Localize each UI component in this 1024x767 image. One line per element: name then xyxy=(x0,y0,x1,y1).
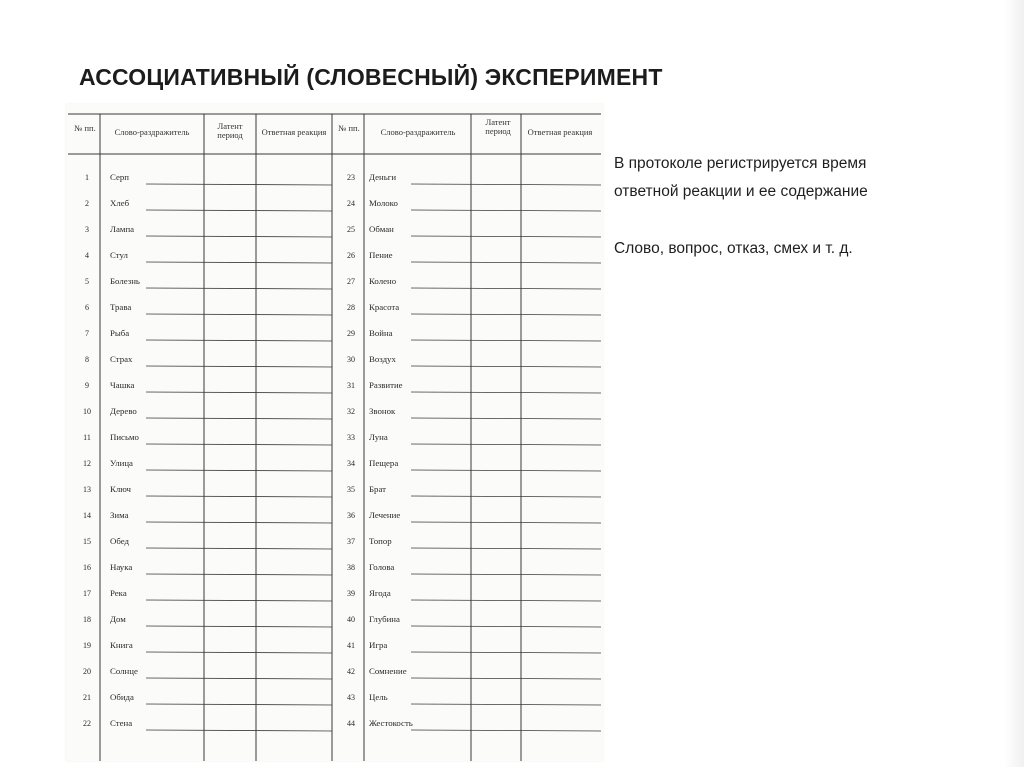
right-row-number: 29 xyxy=(347,329,355,338)
right-answer-line xyxy=(411,184,601,185)
response-examples: Слово, вопрос, отказ, смех и т. д. xyxy=(614,240,853,257)
left-stimulus-word: Обида xyxy=(110,692,134,702)
left-answer-line xyxy=(146,522,332,523)
left-row-number: 22 xyxy=(83,719,91,728)
left-row-number: 12 xyxy=(83,459,91,468)
left-row-number: 8 xyxy=(85,355,89,364)
right-stimulus-word: Пещера xyxy=(369,458,399,468)
right-answer-line xyxy=(411,652,601,653)
right-answer-line xyxy=(411,704,601,705)
right-stimulus-word: Развитие xyxy=(369,380,403,390)
left-stimulus-word: Зима xyxy=(110,510,129,520)
left-stimulus-word: Хлеб xyxy=(110,198,130,208)
right-stimulus-word: Луна xyxy=(369,432,388,442)
right-row-number: 30 xyxy=(347,355,355,364)
right-row-number: 38 xyxy=(347,563,355,572)
left-answer-line xyxy=(146,184,332,185)
left-answer-line xyxy=(146,262,332,263)
right-row-number: 34 xyxy=(347,459,355,468)
right-stimulus-word: Лечение xyxy=(369,510,401,520)
right-stimulus-word: Звонок xyxy=(369,406,396,416)
protocol-note-line-2: ответной реакции и ее содержание xyxy=(614,183,868,200)
right-row-number: 37 xyxy=(347,537,355,546)
right-header-response: Ответная реакция xyxy=(527,127,593,137)
right-answer-line xyxy=(411,340,601,341)
right-row-number: 27 xyxy=(347,277,355,286)
left-row-number: 16 xyxy=(83,563,91,572)
right-answer-line xyxy=(411,626,601,627)
left-stimulus-word: Наука xyxy=(110,562,133,572)
left-answer-line xyxy=(146,470,332,471)
left-stimulus-word: Ключ xyxy=(110,484,131,494)
right-stimulus-word: Глубина xyxy=(369,614,400,624)
right-row-number: 26 xyxy=(347,251,355,260)
left-row-number: 9 xyxy=(85,381,89,390)
left-answer-line xyxy=(146,392,332,393)
right-row-number: 28 xyxy=(347,303,355,312)
left-stimulus-word: Стул xyxy=(110,250,128,260)
left-answer-line xyxy=(146,418,332,419)
right-row-number: 40 xyxy=(347,615,355,624)
left-stimulus-word: Улица xyxy=(110,458,133,468)
left-row-number: 15 xyxy=(83,537,91,546)
right-stimulus-word: Топор xyxy=(369,536,392,546)
right-answer-line xyxy=(411,236,601,237)
right-header-latent: Латент период xyxy=(485,117,511,136)
left-row-number: 14 xyxy=(83,511,91,520)
left-row-number: 21 xyxy=(83,693,91,702)
left-header-num: № пп. xyxy=(74,123,96,133)
left-answer-line xyxy=(146,678,332,679)
left-header-response: Ответная реакция xyxy=(261,127,327,137)
right-stimulus-word: Деньги xyxy=(369,172,397,182)
right-stimulus-word: Сомнение xyxy=(369,666,407,676)
left-row-number: 3 xyxy=(85,225,89,234)
left-answer-line xyxy=(146,314,332,315)
left-row-number: 20 xyxy=(83,667,91,676)
right-answer-line xyxy=(411,574,601,575)
right-answer-line xyxy=(411,444,601,445)
right-answer-line xyxy=(411,262,601,263)
right-stimulus-word: Жестокость xyxy=(369,718,413,728)
right-row-number: 42 xyxy=(347,667,355,676)
left-row-number: 2 xyxy=(85,199,89,208)
left-row-number: 19 xyxy=(83,641,91,650)
right-answer-line xyxy=(411,314,601,315)
protocol-note-line-1: В протоколе регистрируется время xyxy=(614,155,867,172)
right-stimulus-word: Игра xyxy=(369,640,388,650)
left-row-number: 5 xyxy=(85,277,89,286)
left-answer-line xyxy=(146,730,332,731)
left-answer-line xyxy=(146,366,332,367)
right-answer-line xyxy=(411,210,601,211)
right-row-number: 43 xyxy=(347,693,355,702)
left-stimulus-word: Дерево xyxy=(110,406,137,416)
left-row-number: 6 xyxy=(85,303,89,312)
right-answer-line xyxy=(411,288,601,289)
right-row-number: 39 xyxy=(347,589,355,598)
left-answer-line xyxy=(146,496,332,497)
right-answer-line xyxy=(411,730,601,731)
left-stimulus-word: Трава xyxy=(110,302,132,312)
right-header-num: № пп. xyxy=(338,123,360,133)
left-stimulus-word: Чашка xyxy=(110,380,135,390)
right-stimulus-word: Молоко xyxy=(369,198,398,208)
left-stimulus-word: Река xyxy=(110,588,127,598)
right-answer-line xyxy=(411,548,601,549)
left-row-number: 7 xyxy=(85,329,89,338)
right-answer-line xyxy=(411,366,601,367)
right-stimulus-word: Колено xyxy=(369,276,397,286)
left-row-number: 11 xyxy=(83,433,91,442)
right-stimulus-word: Пение xyxy=(369,250,393,260)
right-row-number: 25 xyxy=(347,225,355,234)
right-stimulus-word: Цель xyxy=(369,692,388,702)
left-stimulus-word: Обед xyxy=(110,536,129,546)
right-row-number: 35 xyxy=(347,485,355,494)
right-stimulus-word: Брат xyxy=(369,484,386,494)
left-answer-line xyxy=(146,340,332,341)
right-header-word: Слово-раздражитель xyxy=(380,127,456,137)
left-answer-line xyxy=(146,704,332,705)
left-answer-line xyxy=(146,210,332,211)
right-row-number: 41 xyxy=(347,641,355,650)
right-stimulus-word: Война xyxy=(369,328,393,338)
left-stimulus-word: Дом xyxy=(110,614,126,624)
left-row-number: 4 xyxy=(85,251,89,260)
right-row-number: 31 xyxy=(347,381,355,390)
left-stimulus-word: Рыба xyxy=(110,328,130,338)
left-answer-line xyxy=(146,444,332,445)
right-row-number: 23 xyxy=(347,173,355,182)
right-answer-line xyxy=(411,496,601,497)
left-stimulus-word: Страх xyxy=(110,354,133,364)
left-row-number: 1 xyxy=(85,173,89,182)
right-answer-line xyxy=(411,522,601,523)
right-answer-line xyxy=(411,418,601,419)
left-stimulus-word: Болезнь xyxy=(110,276,140,286)
right-row-number: 44 xyxy=(347,719,355,728)
slide-title: АССОЦИАТИВНЫЙ (СЛОВЕСНЫЙ) ЭКСПЕРИМЕНТ xyxy=(79,64,663,90)
right-stimulus-word: Ягода xyxy=(369,588,391,598)
right-row-number: 36 xyxy=(347,511,355,520)
left-stimulus-word: Серп xyxy=(110,172,129,182)
right-answer-line xyxy=(411,678,601,679)
right-row-number: 24 xyxy=(347,199,355,208)
right-answer-line xyxy=(411,470,601,471)
left-answer-line xyxy=(146,652,332,653)
left-row-number: 13 xyxy=(83,485,91,494)
right-answer-line xyxy=(411,392,601,393)
right-answer-line xyxy=(411,600,601,601)
left-answer-line xyxy=(146,626,332,627)
left-stimulus-word: Солнце xyxy=(110,666,138,676)
right-row-number: 33 xyxy=(347,433,355,442)
left-header-latent: Латент период xyxy=(217,121,243,140)
right-stimulus-word: Красота xyxy=(369,302,400,312)
right-stimulus-word: Воздух xyxy=(369,354,396,364)
left-row-number: 10 xyxy=(83,407,91,416)
left-stimulus-word: Стена xyxy=(110,718,133,728)
left-row-number: 18 xyxy=(83,615,91,624)
right-row-number: 32 xyxy=(347,407,355,416)
left-answer-line xyxy=(146,548,332,549)
left-answer-line xyxy=(146,574,332,575)
association-form-scan xyxy=(66,104,603,761)
left-header-word: Слово-раздражитель xyxy=(114,127,190,137)
form-grid-lines xyxy=(66,104,603,761)
left-answer-line xyxy=(146,236,332,237)
right-stimulus-word: Голова xyxy=(369,562,395,572)
right-stimulus-word: Обман xyxy=(369,224,394,234)
left-answer-line xyxy=(146,288,332,289)
left-stimulus-word: Книга xyxy=(110,640,133,650)
slide-edge-shadow xyxy=(1004,0,1024,767)
left-answer-line xyxy=(146,600,332,601)
left-row-number: 17 xyxy=(83,589,91,598)
left-stimulus-word: Лампа xyxy=(110,224,135,234)
left-stimulus-word: Письмо xyxy=(110,432,139,442)
